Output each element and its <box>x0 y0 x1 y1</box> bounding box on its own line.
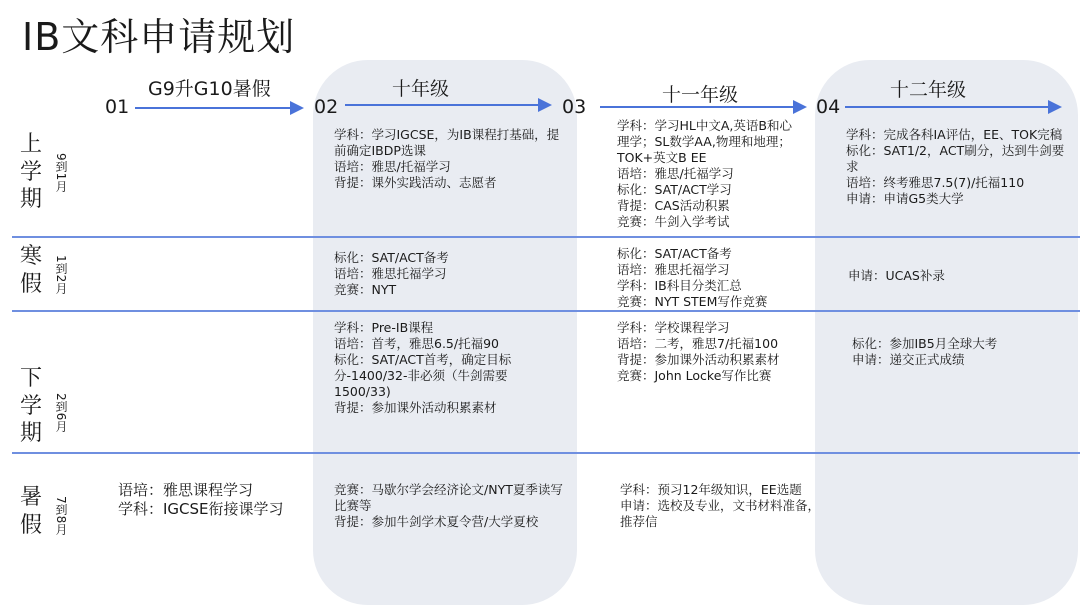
row-sub-fall: 9到1月 <box>54 153 68 193</box>
cell-line: 申请：申请G5类大学 <box>846 191 964 206</box>
row-label-char: 寒 <box>19 244 42 269</box>
row-label-char: 期 <box>19 187 42 212</box>
cell-line: 背提：课外实践活动、志愿者 <box>334 175 497 190</box>
timeline-arrow-2 <box>345 104 550 106</box>
row-label-winter <box>18 243 44 298</box>
timeline-arrow-1 <box>135 107 302 109</box>
row-label-fall <box>18 131 44 214</box>
cell-line: 学科：学校课程学习 <box>617 320 730 335</box>
cell-line: 申请：选校及专业，文书材料准备，推荐信 <box>620 498 821 529</box>
row-label-char: 假 <box>19 271 42 297</box>
row-label-char: 下 <box>19 366 42 391</box>
cell-spring-grade11 <box>617 320 817 384</box>
cell-line: 竞赛：NYT <box>334 282 397 297</box>
cell-line: 语培：雅思托福学习 <box>617 262 730 277</box>
cell-line: 背提：参加课外活动积累素材 <box>334 400 497 415</box>
divider-1 <box>12 236 1080 238</box>
cell-line: 学科：完成各科IA评估，EE、TOK完稿 <box>846 127 1063 142</box>
cell-line: 标化：SAT/ACT学习 <box>617 182 732 197</box>
cell-line: 背提：参加牛剑学术夏令营/大学夏校 <box>334 514 539 529</box>
row-label-char: 上 <box>19 132 42 157</box>
cell-line: 申请：递交正式成绩 <box>852 352 965 367</box>
row-label-char: 假 <box>19 512 42 538</box>
cell-line: 学科：Pre-IB课程 <box>334 320 434 335</box>
cell-line: 背提：CAS活动积累 <box>617 198 730 213</box>
column-label-grade12: 十二年级 <box>890 79 967 101</box>
cell-line: 竞赛：John Locke写作比赛 <box>617 368 772 383</box>
row-label-summer <box>18 484 44 539</box>
column-number-03: 03 <box>562 96 587 118</box>
cell-line: 语培：首考，雅思6.5/托福90 <box>334 336 499 351</box>
column-number-04: 04 <box>816 96 841 118</box>
column-number-01: 01 <box>105 96 130 118</box>
cell-winter-grade12 <box>848 268 1068 284</box>
cell-spring-grade12 <box>852 336 1072 368</box>
cell-line: 语培：雅思/托福学习 <box>334 159 451 174</box>
cell-line: 语培：雅思托福学习 <box>334 266 447 281</box>
cell-winter-grade10 <box>334 250 566 298</box>
divider-3 <box>12 452 1080 454</box>
cell-line: 背提：参加课外活动积累素材 <box>617 352 780 367</box>
cell-line: 标化：SAT/ACT备考 <box>334 250 449 265</box>
column-label-grade11: 十一年级 <box>662 84 739 106</box>
cell-line: 学科：IGCSE衔接课学习 <box>118 500 284 518</box>
column-label-summer-g9: G9升G10暑假 <box>148 78 271 100</box>
cell-line: 语培：雅思/托福学习 <box>617 166 734 181</box>
cell-line: 学科：学习HL中文A,英语B和心理学；SL数学AA,物理和地理；TOK+英文B EE <box>617 118 792 165</box>
cell-summer-g9 <box>118 481 290 519</box>
cell-line: 语培：二考，雅思7/托福100 <box>617 336 779 351</box>
cell-line: 语培：终考雅思7.5(7)/托福110 <box>846 175 1025 190</box>
cell-line: 竞赛：牛剑入学考试 <box>617 214 730 229</box>
cell-summer-grade10 <box>334 482 564 530</box>
row-label-spring <box>18 365 44 448</box>
cell-line: 语培：雅思课程学习 <box>118 481 254 499</box>
cell-line: 学科：IB科目分类汇总 <box>617 278 742 293</box>
cell-line: 学科：预习12年级知识，EE选题 <box>620 482 802 497</box>
timeline-arrow-4 <box>845 106 1060 108</box>
divider-2 <box>12 310 1080 312</box>
row-label-char: 学 <box>19 159 42 185</box>
cell-line: 标化：SAT/ACT备考 <box>617 246 732 261</box>
column-label-grade10: 十年级 <box>392 78 450 100</box>
row-label-char: 暑 <box>19 485 42 510</box>
cell-line: 申请：UCAS补录 <box>848 268 945 283</box>
row-sub-summer: 7到8月 <box>54 496 68 536</box>
cell-line: 竞赛：NYT STEM写作竞赛 <box>617 294 768 309</box>
row-label-char: 学 <box>19 393 42 419</box>
cell-line: 标化：SAT1/2，ACT刷分，达到牛剑要求 <box>846 143 1065 174</box>
cell-summer-grade11 <box>620 482 820 530</box>
row-label-char: 期 <box>19 421 42 446</box>
cell-line: 标化：SAT/ACT首考，确定目标分-1400/32-非必须（牛剑需要1500/33) <box>334 352 512 399</box>
cell-winter-grade11 <box>617 246 817 310</box>
page-title: IB文科申请规划 <box>22 15 296 59</box>
column-number-02: 02 <box>314 96 339 118</box>
cell-line: 学科：学习IGCSE，为IB课程打基础，提前确定IBDP选课 <box>334 127 560 158</box>
row-sub-spring: 2到6月 <box>54 393 68 433</box>
cell-line: 竞赛：马歇尔学会经济论文/NYT夏季读写比赛等 <box>334 482 563 513</box>
cell-line: 标化：参加IB5月全球大考 <box>852 336 998 351</box>
cell-fall-grade10 <box>334 127 566 191</box>
row-sub-winter: 1到2月 <box>54 255 68 295</box>
cell-fall-grade11 <box>617 118 799 230</box>
cell-spring-grade10 <box>334 320 560 416</box>
cell-fall-grade12 <box>846 127 1072 207</box>
